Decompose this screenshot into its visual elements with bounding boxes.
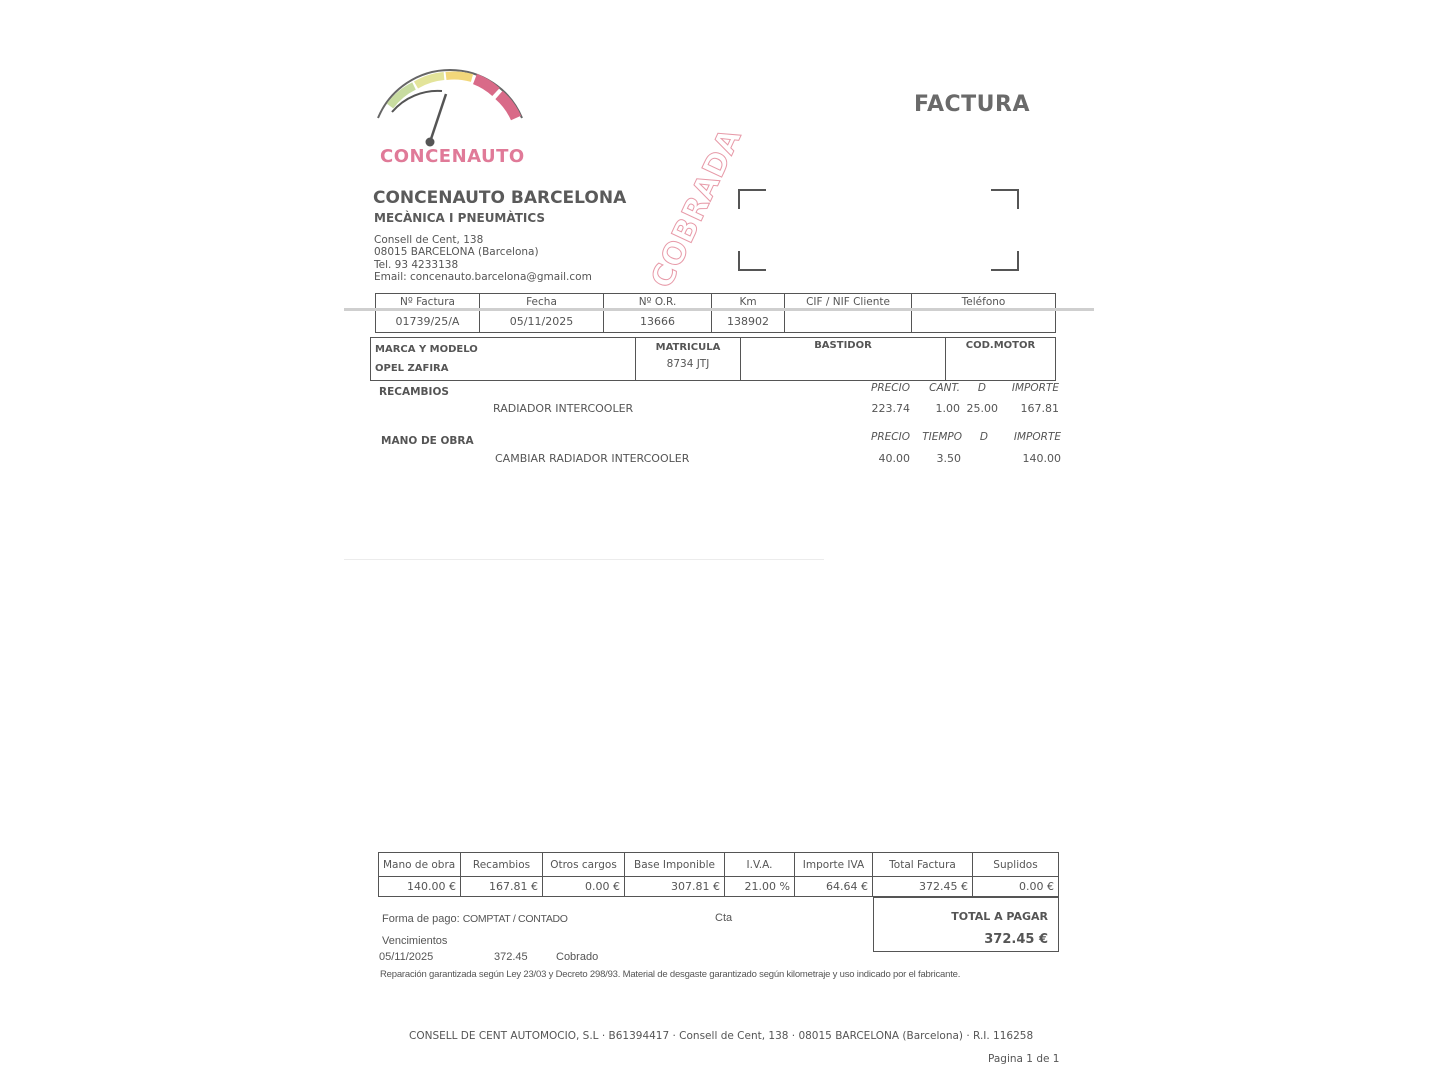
totals-header-parts: Recambios xyxy=(461,853,543,877)
vehicle-plate-cell xyxy=(636,338,741,381)
part-amount: 167.81 xyxy=(1020,402,1059,415)
scan-artifact-faint-line xyxy=(344,559,824,560)
totals-header-vat-rate: I.V.A. xyxy=(725,853,795,877)
header-km: Km xyxy=(712,294,785,311)
document-title: FACTURA xyxy=(914,92,1031,117)
total-supplied: 0.00 € xyxy=(973,877,1059,897)
address-street: Consell de Cent, 138 xyxy=(374,234,484,246)
part-description: RADIADOR INTERCOOLER xyxy=(493,402,634,415)
company-name: CONCENAUTO BARCELONA xyxy=(373,188,627,208)
total-parts: 167.81 € xyxy=(461,877,543,897)
header-phone: Teléfono xyxy=(912,294,1056,311)
labor-col-time: TIEMPO xyxy=(922,431,962,443)
totals-header-other: Otros cargos xyxy=(543,853,625,877)
labor-col-amount: IMPORTE xyxy=(1013,431,1061,443)
bracket-top-left xyxy=(738,189,766,209)
plate-label: MATRICULA xyxy=(655,342,721,353)
due-date: 05/11/2025 xyxy=(379,951,434,963)
footer-company-line: CONSELL DE CENT AUTOMOCIO, S.L · B61394417 · Consell de Cent, 138 · 08015 BARCELONA (Barcelona) · R.I. 116258 xyxy=(409,1030,1034,1042)
payment-method-value: COMPTAT / CONTADO xyxy=(462,913,568,925)
vehicle-brand-model-cell xyxy=(371,338,636,381)
labor-col-discount: D xyxy=(979,431,988,443)
total-labor: 140.00 € xyxy=(379,877,461,897)
company-logo xyxy=(372,66,532,171)
parts-section-label: RECAMBIOS xyxy=(379,386,449,398)
bracket-bottom-right xyxy=(991,251,1019,271)
parts-col-qty: CANT. xyxy=(929,382,960,394)
part-price: 223.74 xyxy=(871,402,910,415)
totals-table xyxy=(378,852,1059,897)
part-discount: 25.00 xyxy=(966,402,998,415)
chassis-label: BASTIDOR xyxy=(814,340,872,351)
total-vat-rate: 21.00 % xyxy=(725,877,795,897)
totals-header-invoice-total: Total Factura xyxy=(873,853,973,877)
legal-note: Reparación garantizada según Ley 23/03 y Decreto 298/93. Material de desgaste garantizado según kilometraje y uso indicado por el fabricante. xyxy=(380,969,961,980)
brand-model-value: OPEL ZAFIRA xyxy=(375,363,449,374)
due-status: Cobrado xyxy=(556,951,599,963)
invoice-info-table xyxy=(375,293,1056,333)
labor-section-label: MANO DE OBRA xyxy=(381,435,474,447)
client-tax-id xyxy=(785,311,912,333)
header-client-tax-id: CIF / NIF Cliente xyxy=(785,294,912,311)
header-repair-order: Nº O.R. xyxy=(604,294,712,311)
due-label: Vencimientos xyxy=(382,935,448,947)
account-label: Cta xyxy=(715,912,733,924)
total-to-pay-box xyxy=(873,897,1059,952)
client-phone xyxy=(912,311,1056,333)
invoice-info-values-row xyxy=(376,311,1056,333)
total-tax-base: 307.81 € xyxy=(625,877,725,897)
totals-values-row xyxy=(379,877,1059,897)
totals-header-row xyxy=(379,853,1059,877)
company-email: Email: concenauto.barcelona@gmail.com xyxy=(374,271,592,283)
parts-col-price: PRECIO xyxy=(871,382,910,394)
total-invoice: 372.45 € xyxy=(873,877,973,897)
scan-artifact-line xyxy=(344,308,1094,311)
parts-col-amount: IMPORTE xyxy=(1011,382,1059,394)
bracket-top-right xyxy=(991,189,1019,209)
engine-label: COD.MOTOR xyxy=(965,340,1036,351)
labor-col-price: PRECIO xyxy=(871,431,910,443)
company-phone: Tel. 93 4233138 xyxy=(374,259,459,271)
totals-header-labor: Mano de obra xyxy=(379,853,461,877)
labor-description: CAMBIAR RADIADOR INTERCOOLER xyxy=(495,452,690,465)
total-to-pay-value: 372.45 € xyxy=(984,932,1048,947)
logo-text: CONCENAUTO xyxy=(380,146,525,167)
invoice-date: 05/11/2025 xyxy=(480,311,604,333)
part-qty: 1.00 xyxy=(935,402,960,415)
company-subtitle: MECÀNICA I PNEUMÀTICS xyxy=(374,211,546,225)
km-value: 138902 xyxy=(712,311,785,333)
due-amount: 372.45 xyxy=(494,951,528,963)
totals-header-supplied: Suplidos xyxy=(973,853,1059,877)
labor-time: 3.50 xyxy=(936,452,961,465)
total-to-pay-label: TOTAL A PAGAR xyxy=(951,910,1048,923)
repair-order-number: 13666 xyxy=(604,311,712,333)
speedometer-icon xyxy=(372,66,532,151)
total-other: 0.00 € xyxy=(543,877,625,897)
header-date: Fecha xyxy=(480,294,604,311)
invoice-number: 01739/25/A xyxy=(376,311,480,333)
plate-value: 8734 JTJ xyxy=(666,358,710,370)
totals-header-tax-base: Base Imponible xyxy=(625,853,725,877)
paid-stamp: COBRADA xyxy=(644,122,749,294)
labor-amount: 140.00 xyxy=(1022,452,1061,465)
totals-header-vat-amount: Importe IVA xyxy=(795,853,873,877)
vehicle-engine-cell xyxy=(946,338,1056,381)
parts-col-discount: D xyxy=(977,382,986,394)
labor-price: 40.00 xyxy=(878,452,910,465)
brand-model-label: MARCA Y MODELO xyxy=(375,344,478,355)
header-invoice-number: Nº Factura xyxy=(376,294,480,311)
total-vat-amount: 64.64 € xyxy=(795,877,873,897)
vehicle-table xyxy=(370,337,1056,381)
address-city: 08015 BARCELONA (Barcelona) xyxy=(374,246,539,258)
page-number: Pagina 1 de 1 xyxy=(988,1053,1060,1065)
bracket-bottom-left xyxy=(738,251,766,271)
payment-method-label: Forma de pago: xyxy=(382,913,460,925)
vehicle-chassis-cell xyxy=(741,338,946,381)
payment-method xyxy=(382,913,568,925)
